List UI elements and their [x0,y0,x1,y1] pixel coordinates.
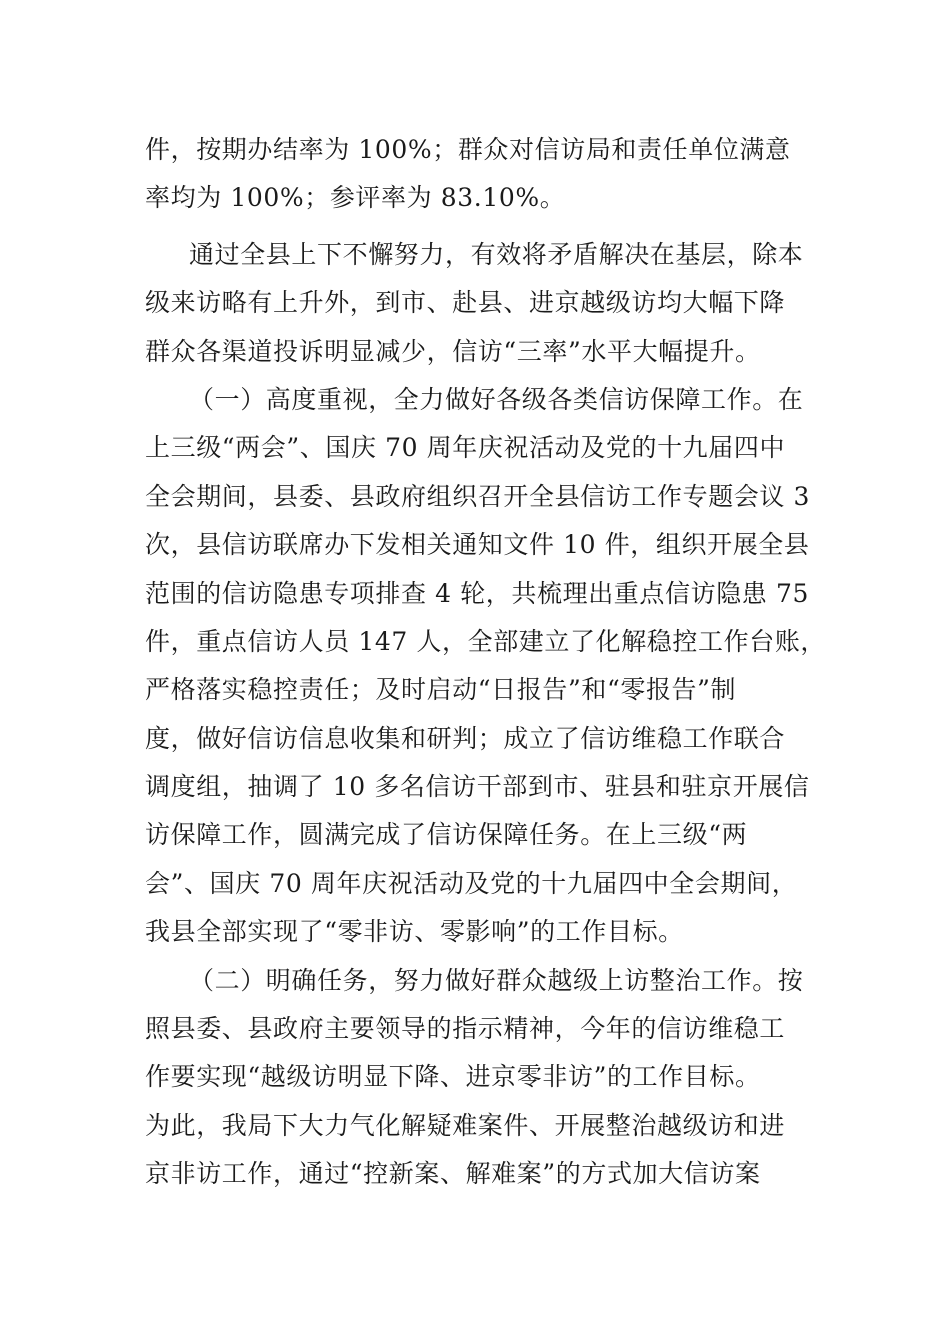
text-line: 为此，我局下大力气化解疑难案件、开展整治越级访和进 [145,1110,786,1140]
text-line: 京非访工作，通过“控新案、解难案”的方式加大信访案 [145,1159,761,1189]
text-line: 会”、国庆 70 周年庆祝活动及党的十九届四中全会期间， [145,868,798,898]
text-line: 照县委、县政府主要领导的指示精神，今年的信访维稳工 [145,1014,786,1044]
text-line: 件，按期办结率为 100%；群众对信访局和责任单位满意 [145,135,791,164]
text-line: 范围的信访隐患专项排查 4 轮，共梳理出重点信访隐患 75 [145,578,809,608]
text-line: 通过全县上下不懈努力，有效将矛盾解决在基层，除本 [189,239,804,269]
text-line: 次，县信访联席办下发相关通知文件 10 件，组织开展全县 [145,530,810,560]
text-line: 度，做好信访信息收集和研判；成立了信访维稳工作联合 [145,723,786,753]
text-line: （二）明确任务，努力做好群众越级上访整治工作。按 [189,965,804,995]
body-text [145,126,825,1199]
text-line: 作要实现“越级访明显下降、进京零非访”的工作目标。 [145,1062,761,1092]
text-line: 上三级“两会”、国庆 70 周年庆祝活动及党的十九届四中 [145,433,786,463]
text-line: 严格落实稳控责任；及时启动“日报告”和“零报告”制 [145,675,737,705]
text-line: 我县全部实现了“零非访、零影响”的工作目标。 [145,917,684,947]
text-line: 件，重点信访人员 147 人，全部建立了化解稳控工作台账， [145,626,827,656]
text-line: 群众各渠道投诉明显减少，信访“三率”水平大幅提升。 [145,336,761,366]
paragraph-section-one [145,376,825,957]
paragraph-section-two [145,957,825,1199]
text-line: 调度组，抽调了 10 多名信访干部到市、驻县和驻京开展信 [145,772,810,802]
paragraph-results [145,126,825,223]
text-line: 访保障工作，圆满完成了信访保障任务。在上三级“两 [145,820,748,850]
paragraph-summary [145,231,825,376]
text-line: 率均为 100%；参评率为 83.10%。 [145,183,566,213]
text-line: （一）高度重视，全力做好各级各类信访保障工作。在 [189,384,804,414]
text-line: 级来访略有上升外，到市、赴县、进京越级访均大幅下降 [145,288,786,318]
text-line: 全会期间，县委、县政府组织召开全县信访工作专题会议 3 [145,481,811,511]
